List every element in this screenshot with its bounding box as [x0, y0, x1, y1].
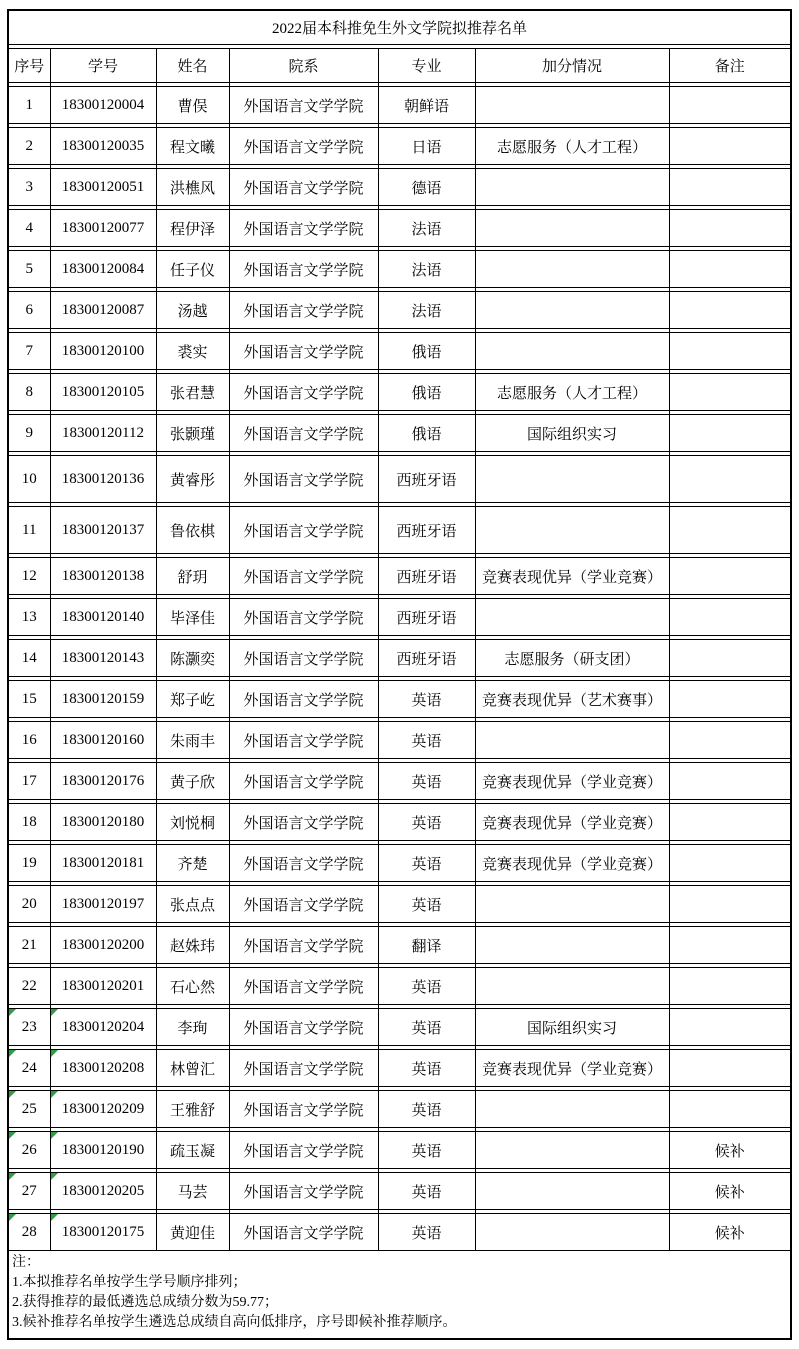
cell-bonus: 国际组织实习 — [475, 415, 669, 452]
cell-seq: 10 — [8, 456, 50, 503]
cell-name: 朱雨丰 — [156, 722, 229, 759]
table-row — [8, 763, 791, 800]
cell-student-id: 18300120077 — [50, 210, 156, 247]
cell-error-indicator-icon — [51, 1091, 58, 1098]
table-row — [8, 415, 791, 452]
cell-remark — [669, 722, 791, 759]
cell-major: 俄语 — [378, 415, 475, 452]
cell-bonus: 竞赛表现优异（艺术赛事） — [475, 681, 669, 718]
cell-bonus: 志愿服务（研支团） — [475, 640, 669, 677]
cell-department: 外国语言文学学院 — [229, 968, 378, 1005]
cell-seq: 28 — [8, 1214, 50, 1251]
cell-department: 外国语言文学学院 — [229, 558, 378, 595]
table-row — [8, 681, 791, 718]
cell-student-id: 18300120136 — [50, 456, 156, 503]
cell-bonus — [475, 1214, 669, 1251]
table-row — [8, 87, 791, 124]
cell-seq: 19 — [8, 845, 50, 882]
cell-major: 英语 — [378, 1214, 475, 1251]
cell-bonus — [475, 507, 669, 554]
table-row — [8, 804, 791, 841]
cell-bonus — [475, 1091, 669, 1128]
cell-department: 外国语言文学学院 — [229, 210, 378, 247]
cell-student-id: 18300120138 — [50, 558, 156, 595]
cell-remark — [669, 886, 791, 923]
cell-remark — [669, 845, 791, 882]
table-row — [8, 845, 791, 882]
cell-department: 外国语言文学学院 — [229, 456, 378, 503]
cell-department: 外国语言文学学院 — [229, 1091, 378, 1128]
cell-seq: 12 — [8, 558, 50, 595]
col-header-name: 姓名 — [156, 49, 229, 83]
cell-seq: 20 — [8, 886, 50, 923]
cell-remark — [669, 210, 791, 247]
cell-seq: 6 — [8, 292, 50, 329]
cell-student-id: 18300120105 — [50, 374, 156, 411]
cell-remark: 候补 — [669, 1132, 791, 1169]
cell-seq: 14 — [8, 640, 50, 677]
cell-seq: 7 — [8, 333, 50, 370]
cell-name: 汤越 — [156, 292, 229, 329]
col-header-remark: 备注 — [669, 49, 791, 83]
cell-bonus — [475, 886, 669, 923]
cell-student-id: 18300120180 — [50, 804, 156, 841]
cell-name: 黄迎佳 — [156, 1214, 229, 1251]
cell-student-id: 18300120004 — [50, 87, 156, 124]
cell-student-id: 18300120087 — [50, 292, 156, 329]
cell-student-id: 18300120143 — [50, 640, 156, 677]
table-row — [8, 210, 791, 247]
cell-major: 英语 — [378, 681, 475, 718]
cell-remark — [669, 292, 791, 329]
cell-seq: 25 — [8, 1091, 50, 1128]
cell-remark — [669, 251, 791, 288]
cell-major: 西班牙语 — [378, 599, 475, 636]
cell-name: 黄子欣 — [156, 763, 229, 800]
cell-name: 马芸 — [156, 1173, 229, 1210]
cell-major: 西班牙语 — [378, 507, 475, 554]
cell-major: 西班牙语 — [378, 640, 475, 677]
cell-major: 英语 — [378, 845, 475, 882]
table-row — [8, 640, 791, 677]
cell-remark — [669, 374, 791, 411]
cell-seq: 23 — [8, 1009, 50, 1046]
cell-student-id: 18300120190 — [50, 1132, 156, 1169]
cell-name: 赵姝玮 — [156, 927, 229, 964]
cell-remark — [669, 128, 791, 165]
cell-student-id: 18300120100 — [50, 333, 156, 370]
cell-department: 外国语言文学学院 — [229, 845, 378, 882]
note-line: 3.候补推荐名单按学生遴选总成绩自高向低排序，序号即候补推荐顺序。 — [12, 1315, 457, 1330]
col-header-major: 专业 — [378, 49, 475, 83]
cell-department: 外国语言文学学院 — [229, 1009, 378, 1046]
table-row — [8, 722, 791, 759]
cell-bonus: 志愿服务（人才工程） — [475, 128, 669, 165]
cell-department: 外国语言文学学院 — [229, 1214, 378, 1251]
cell-major: 英语 — [378, 763, 475, 800]
table-row — [8, 333, 791, 370]
cell-error-indicator-icon — [51, 1132, 58, 1139]
cell-bonus — [475, 1132, 669, 1169]
table-row — [8, 251, 791, 288]
cell-name: 刘悦桐 — [156, 804, 229, 841]
cell-name: 张君慧 — [156, 374, 229, 411]
table-row — [8, 507, 791, 554]
cell-name: 毕泽佳 — [156, 599, 229, 636]
cell-name: 曹俣 — [156, 87, 229, 124]
cell-name: 王雅舒 — [156, 1091, 229, 1128]
cell-department: 外国语言文学学院 — [229, 1132, 378, 1169]
cell-bonus: 竞赛表现优异（学业竞赛） — [475, 763, 669, 800]
table-row — [8, 1009, 791, 1046]
table-header — [8, 49, 791, 83]
cell-bonus — [475, 456, 669, 503]
cell-major: 英语 — [378, 1132, 475, 1169]
cell-seq: 26 — [8, 1132, 50, 1169]
cell-seq: 3 — [8, 169, 50, 206]
cell-bonus: 志愿服务（人才工程） — [475, 374, 669, 411]
cell-name: 张颢瑾 — [156, 415, 229, 452]
cell-name: 程伊泽 — [156, 210, 229, 247]
cell-department: 外国语言文学学院 — [229, 169, 378, 206]
cell-remark — [669, 1091, 791, 1128]
cell-remark — [669, 763, 791, 800]
table-row — [8, 1132, 791, 1169]
cell-department: 外国语言文学学院 — [229, 415, 378, 452]
table-row — [8, 886, 791, 923]
cell-name: 任子仪 — [156, 251, 229, 288]
cell-major: 翻译 — [378, 927, 475, 964]
cell-department: 外国语言文学学院 — [229, 292, 378, 329]
cell-name: 齐楚 — [156, 845, 229, 882]
cell-error-indicator-icon — [9, 1214, 16, 1221]
cell-student-id: 18300120205 — [50, 1173, 156, 1210]
cell-department: 外国语言文学学院 — [229, 927, 378, 964]
cell-major: 英语 — [378, 1091, 475, 1128]
cell-student-id: 18300120160 — [50, 722, 156, 759]
cell-remark: 候补 — [669, 1173, 791, 1210]
cell-student-id: 18300120112 — [50, 415, 156, 452]
cell-bonus: 竞赛表现优异（学业竞赛） — [475, 804, 669, 841]
cell-bonus — [475, 292, 669, 329]
col-header-bonus: 加分情况 — [475, 49, 669, 83]
col-header-department: 院系 — [229, 49, 378, 83]
cell-error-indicator-icon — [9, 1050, 16, 1057]
cell-name: 裘实 — [156, 333, 229, 370]
cell-bonus — [475, 599, 669, 636]
cell-remark — [669, 87, 791, 124]
cell-department: 外国语言文学学院 — [229, 87, 378, 124]
cell-name: 疏玉凝 — [156, 1132, 229, 1169]
cell-major: 日语 — [378, 128, 475, 165]
cell-student-id: 18300120084 — [50, 251, 156, 288]
notes-section — [8, 1251, 791, 1340]
cell-seq: 18 — [8, 804, 50, 841]
cell-remark — [669, 599, 791, 636]
cell-bonus — [475, 169, 669, 206]
cell-major: 英语 — [378, 886, 475, 923]
cell-department: 外国语言文学学院 — [229, 763, 378, 800]
cell-error-indicator-icon — [9, 1091, 16, 1098]
cell-seq: 4 — [8, 210, 50, 247]
cell-seq: 21 — [8, 927, 50, 964]
table-row — [8, 1214, 791, 1251]
cell-department: 外国语言文学学院 — [229, 681, 378, 718]
cell-seq: 8 — [8, 374, 50, 411]
cell-error-indicator-icon — [51, 1050, 58, 1057]
cell-major: 俄语 — [378, 374, 475, 411]
cell-department: 外国语言文学学院 — [229, 1050, 378, 1087]
cell-student-id: 18300120140 — [50, 599, 156, 636]
cell-department: 外国语言文学学院 — [229, 374, 378, 411]
col-header-seq: 序号 — [8, 49, 50, 83]
note-line: 注： — [12, 1255, 40, 1270]
cell-student-id: 18300120035 — [50, 128, 156, 165]
page-title: 2022届本科推免生外文学院拟推荐名单 — [8, 10, 791, 45]
cell-bonus — [475, 251, 669, 288]
cell-seq: 16 — [8, 722, 50, 759]
cell-student-id: 18300120181 — [50, 845, 156, 882]
cell-department: 外国语言文学学院 — [229, 599, 378, 636]
cell-major: 英语 — [378, 804, 475, 841]
cell-student-id: 18300120200 — [50, 927, 156, 964]
cell-department: 外国语言文学学院 — [229, 722, 378, 759]
cell-error-indicator-icon — [9, 1173, 16, 1180]
cell-bonus — [475, 927, 669, 964]
cell-error-indicator-icon — [51, 1009, 58, 1016]
table-row — [8, 292, 791, 329]
table-row — [8, 599, 791, 636]
cell-student-id: 18300120208 — [50, 1050, 156, 1087]
cell-error-indicator-icon — [51, 1173, 58, 1180]
table-row — [8, 1173, 791, 1210]
cell-major: 英语 — [378, 722, 475, 759]
cell-name: 鲁依棋 — [156, 507, 229, 554]
cell-remark: 候补 — [669, 1214, 791, 1251]
cell-name: 洪樵风 — [156, 169, 229, 206]
cell-major: 俄语 — [378, 333, 475, 370]
cell-seq: 9 — [8, 415, 50, 452]
cell-student-id: 18300120204 — [50, 1009, 156, 1046]
cell-department: 外国语言文学学院 — [229, 333, 378, 370]
cell-bonus: 竞赛表现优异（学业竞赛） — [475, 1050, 669, 1087]
cell-major: 英语 — [378, 1009, 475, 1046]
cell-remark — [669, 169, 791, 206]
cell-name: 陈灏奕 — [156, 640, 229, 677]
cell-name: 石心然 — [156, 968, 229, 1005]
table-row — [8, 558, 791, 595]
cell-remark — [669, 333, 791, 370]
cell-major: 西班牙语 — [378, 558, 475, 595]
cell-student-id: 18300120051 — [50, 169, 156, 206]
table-row — [8, 374, 791, 411]
cell-name: 舒玥 — [156, 558, 229, 595]
cell-seq: 2 — [8, 128, 50, 165]
cell-department: 外国语言文学学院 — [229, 640, 378, 677]
table-row — [8, 456, 791, 503]
cell-department: 外国语言文学学院 — [229, 507, 378, 554]
note-line: 2.获得推荐的最低遴选总成绩分数为59.77； — [12, 1295, 278, 1310]
cell-bonus: 竞赛表现优异（学业竞赛） — [475, 558, 669, 595]
cell-seq: 5 — [8, 251, 50, 288]
recommendation-table — [7, 9, 792, 1340]
note-line: 1.本拟推荐名单按学生学号顺序排列； — [12, 1275, 247, 1290]
table-row — [8, 968, 791, 1005]
cell-remark — [669, 681, 791, 718]
cell-major: 法语 — [378, 251, 475, 288]
cell-remark — [669, 1009, 791, 1046]
cell-department: 外国语言文学学院 — [229, 1173, 378, 1210]
cell-name: 程文曦 — [156, 128, 229, 165]
cell-major: 法语 — [378, 292, 475, 329]
cell-error-indicator-icon — [9, 1009, 16, 1016]
cell-student-id: 18300120159 — [50, 681, 156, 718]
cell-remark — [669, 927, 791, 964]
cell-remark — [669, 1050, 791, 1087]
cell-student-id: 18300120176 — [50, 763, 156, 800]
cell-remark — [669, 640, 791, 677]
cell-major: 英语 — [378, 1050, 475, 1087]
cell-student-id: 18300120137 — [50, 507, 156, 554]
cell-major: 西班牙语 — [378, 456, 475, 503]
cell-seq: 11 — [8, 507, 50, 554]
cell-major: 德语 — [378, 169, 475, 206]
cell-bonus — [475, 87, 669, 124]
cell-remark — [669, 456, 791, 503]
cell-major: 朝鲜语 — [378, 87, 475, 124]
cell-student-id: 18300120209 — [50, 1091, 156, 1128]
table-row — [8, 169, 791, 206]
table-row — [8, 927, 791, 964]
cell-name: 李珣 — [156, 1009, 229, 1046]
title-row — [8, 10, 791, 45]
cell-bonus — [475, 210, 669, 247]
table-row — [8, 1091, 791, 1128]
cell-bonus — [475, 968, 669, 1005]
cell-bonus: 竞赛表现优异（学业竞赛） — [475, 845, 669, 882]
cell-remark — [669, 415, 791, 452]
cell-bonus — [475, 1173, 669, 1210]
cell-seq: 27 — [8, 1173, 50, 1210]
cell-department: 外国语言文学学院 — [229, 251, 378, 288]
cell-student-id: 18300120197 — [50, 886, 156, 923]
cell-name: 林曾汇 — [156, 1050, 229, 1087]
cell-error-indicator-icon — [51, 1214, 58, 1221]
cell-bonus — [475, 722, 669, 759]
cell-department: 外国语言文学学院 — [229, 886, 378, 923]
table-row — [8, 1050, 791, 1087]
cell-bonus — [475, 333, 669, 370]
cell-remark — [669, 558, 791, 595]
cell-student-id: 18300120175 — [50, 1214, 156, 1251]
cell-seq: 22 — [8, 968, 50, 1005]
col-header-student-id: 学号 — [50, 49, 156, 83]
cell-seq: 1 — [8, 87, 50, 124]
cell-student-id: 18300120201 — [50, 968, 156, 1005]
cell-remark — [669, 804, 791, 841]
cell-seq: 17 — [8, 763, 50, 800]
cell-seq: 15 — [8, 681, 50, 718]
cell-department: 外国语言文学学院 — [229, 128, 378, 165]
cell-remark — [669, 507, 791, 554]
cell-name: 郑子屹 — [156, 681, 229, 718]
cell-remark — [669, 968, 791, 1005]
cell-major: 法语 — [378, 210, 475, 247]
cell-seq: 24 — [8, 1050, 50, 1087]
cell-seq: 13 — [8, 599, 50, 636]
cell-department: 外国语言文学学院 — [229, 804, 378, 841]
cell-major: 英语 — [378, 1173, 475, 1210]
cell-major: 英语 — [378, 968, 475, 1005]
cell-error-indicator-icon — [9, 1132, 16, 1139]
table-row — [8, 128, 791, 165]
cell-bonus: 国际组织实习 — [475, 1009, 669, 1046]
cell-name: 张点点 — [156, 886, 229, 923]
cell-name: 黄睿彤 — [156, 456, 229, 503]
